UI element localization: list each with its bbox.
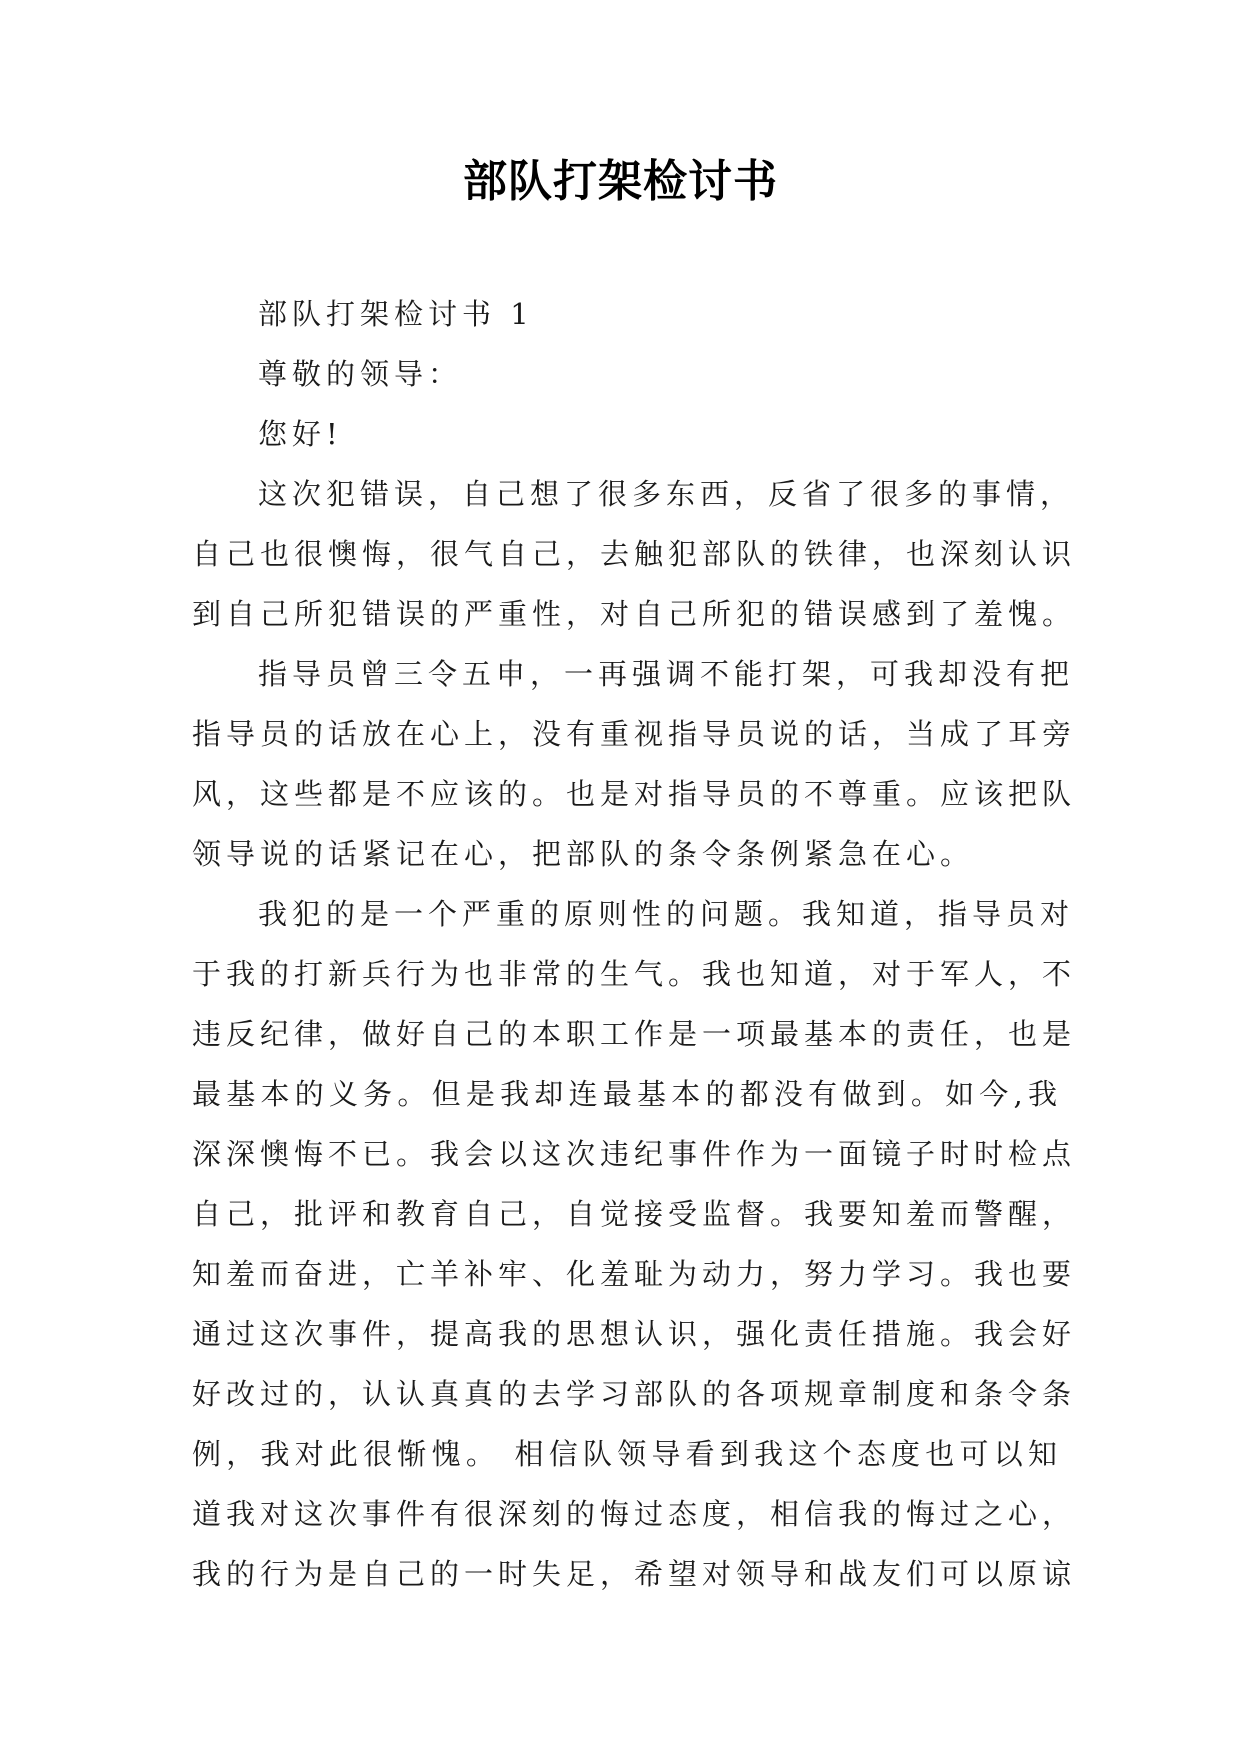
document-subtitle: 部队打架检讨书 1 [258,297,534,331]
paragraph-line: 到自己所犯错误的严重性，对自己所犯的错误感到了羞愧。 [192,597,1077,631]
paragraph-line: 我的行为是自己的一时失足，希望对领导和战友们可以原谅 [192,1557,1077,1591]
paragraph-3 [192,884,1077,1604]
paragraph-line: 深深懊悔不已。我会以这次违纪事件作为一面镜子时时检点 [192,1137,1077,1171]
paragraph-line: 知羞而奋进，亡羊补牢、化羞耻为动力，努力学习。我也要 [192,1257,1077,1291]
paragraph-line: 自己，批评和教育自己，自觉接受监督。我要知羞而警醒， [192,1197,1077,1231]
paragraph-line: 通过这次事件，提高我的思想认识，强化责任措施。我会好 [192,1317,1077,1351]
paragraph-line: 风，这些都是不应该的。也是对指导员的不尊重。应该把队 [192,777,1077,811]
paragraph-line: 道我对这次事件有很深刻的悔过态度，相信我的悔过之心， [192,1497,1077,1531]
paragraph-line: 指导员曾三令五申，一再强调不能打架，可我却没有把 [258,657,1075,691]
paragraph-line: 自己也很懊悔，很气自己，去触犯部队的铁律，也深刻认识 [192,537,1077,571]
paragraph-1 [192,464,1077,644]
paragraph-line: 例，我对此很惭愧。 相信队领导看到我这个态度也可以知 [192,1437,1062,1471]
greeting: 您好! [258,417,343,451]
paragraph-line: 最基本的义务。但是我却连最基本的都没有做到。如今,我 [192,1077,1062,1111]
paragraph-line: 指导员的话放在心上，没有重视指导员说的话，当成了耳旁 [192,717,1077,751]
paragraph-line: 违反纪律，做好自己的本职工作是一项最基本的责任，也是 [192,1017,1077,1051]
document-title: 部队打架检讨书 [463,156,778,207]
document-body [192,284,1077,1604]
paragraph-line: 于我的打新兵行为也非常的生气。我也知道，对于军人，不 [192,957,1077,991]
paragraph-line: 领导说的话紧记在心，把部队的条令条例紧急在心。 [192,837,975,871]
paragraph-line: 好改过的，认认真真的去学习部队的各项规章制度和条令条 [192,1377,1077,1411]
paragraph-2 [192,644,1077,884]
paragraph-line: 这次犯错误，自己想了很多东西，反省了很多的事情， [258,477,1075,511]
salutation: 尊敬的领导： [258,357,463,391]
paragraph-line: 我犯的是一个严重的原则性的问题。我知道，指导员对 [258,897,1075,931]
